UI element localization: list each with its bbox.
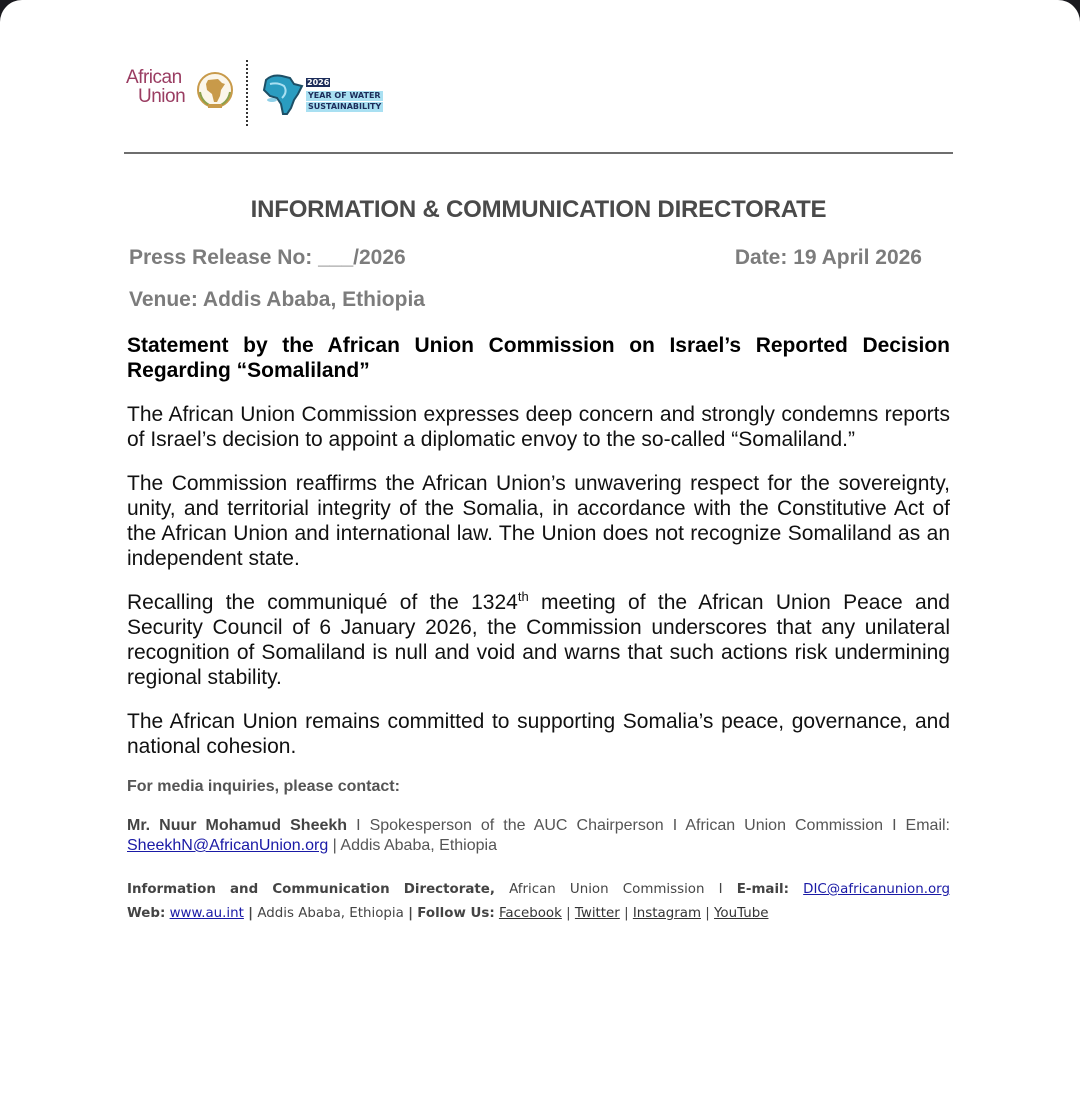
africa-water-map-icon xyxy=(260,70,306,118)
separator: | xyxy=(408,906,413,921)
instagram-link[interactable]: Instagram xyxy=(632,906,701,921)
paragraph-3 xyxy=(127,590,950,690)
au-logo-line2: Union xyxy=(138,86,186,107)
au-logo-wordmark xyxy=(126,68,185,106)
paragraph-1: The African Union Commission expresses deep concern and strongly condemns reports of Israel’s decision to appoint a diplomatic envoy to the so-called “Somaliland.” xyxy=(127,403,950,451)
media-inquiries-heading: For media inquiries, please contact: xyxy=(127,778,400,795)
spokesperson-location: | Addis Ababa, Ethiopia xyxy=(328,837,497,854)
ordinal-suffix: th xyxy=(517,589,529,604)
separator: | xyxy=(705,906,710,921)
footer-line-1 xyxy=(127,878,950,902)
press-release-number: Press Release No: ___/2026 xyxy=(129,246,406,269)
separator: | xyxy=(624,906,629,921)
footer-word: Union xyxy=(569,882,609,897)
footer-word: Commission xyxy=(622,882,705,897)
paragraph-2: The Commission reaffirms the African Union’s unwavering respect for the sovereignty, unity, and territorial integrity of the Somalia, in accordance with the Constitutive Act of the African Union and international law. The Union does not recognize Somaliland as an independent state. xyxy=(127,472,950,570)
statement-title: Statement by the African Union Commission on Israel’s Reported Decision Regarding “Somaliland” xyxy=(127,334,950,382)
spokesperson-email-link[interactable]: SheekhN@AfricanUnion.org xyxy=(127,837,329,854)
footer-word: Directorate, xyxy=(403,882,495,897)
water-logo-year: 2026 xyxy=(307,78,330,87)
footer-word: Information xyxy=(127,882,216,897)
twitter-link[interactable]: Twitter xyxy=(574,906,620,921)
logo-divider xyxy=(246,60,248,126)
separator: | xyxy=(248,906,254,921)
year-of-water-text xyxy=(306,72,383,112)
release-body xyxy=(127,333,950,926)
spokesperson-name: Mr. Nuur Mohamud Sheekh xyxy=(127,817,348,834)
paragraph-3-end: meeting of the African Union Peace and Security Council of 6 January 2026, the Commission underscores that any unilateral recognition of Somaliland is null and void and warns that such actions risk undermining regional stability. xyxy=(127,591,950,689)
year-of-water-logo xyxy=(260,70,390,120)
letterhead xyxy=(124,58,954,130)
paragraph-3-start: Recalling the communiqué of the 1324 xyxy=(127,591,518,614)
water-logo-line2: SUSTAINABILITY xyxy=(308,102,382,111)
paragraph-4: The African Union remains committed to supporting Somalia’s peace, governance, and national cohesion. xyxy=(127,710,950,758)
separator: | xyxy=(566,906,571,921)
header-rule xyxy=(124,152,953,154)
website-link[interactable]: www.au.int xyxy=(169,906,244,921)
directorate-heading: INFORMATION & COMMUNICATION DIRECTORATE xyxy=(250,196,827,223)
facebook-link[interactable]: Facebook xyxy=(498,906,562,921)
footer-location: Addis Ababa, Ethiopia xyxy=(257,906,404,921)
african-union-logo xyxy=(126,68,238,118)
web-label: Web: xyxy=(127,906,166,921)
au-emblem-icon xyxy=(194,70,236,112)
follow-us-label: Follow Us: xyxy=(417,906,495,921)
water-logo-line1: YEAR OF WATER xyxy=(306,91,383,101)
footer-word: I xyxy=(718,882,723,897)
footer-word: African xyxy=(509,882,556,897)
footer-word: E-mail: xyxy=(736,882,789,897)
footer-word: and xyxy=(230,882,259,897)
footer-word: Communication xyxy=(272,882,390,897)
au-logo-line1: African xyxy=(126,67,182,88)
footer-line-2 xyxy=(127,902,950,926)
media-contact xyxy=(127,816,950,856)
release-date: Date: 19 April 2026 xyxy=(734,246,922,269)
release-venue: Venue: Addis Ababa, Ethiopia xyxy=(129,288,425,311)
spokesperson-details: I Spokesperson of the AUC Chairperson I African Union Commission I Email: xyxy=(347,817,951,834)
youtube-link[interactable]: YouTube xyxy=(714,906,769,921)
directorate-footer xyxy=(127,878,950,926)
dic-email-link[interactable]: DIC@africanunion.org xyxy=(803,882,950,897)
